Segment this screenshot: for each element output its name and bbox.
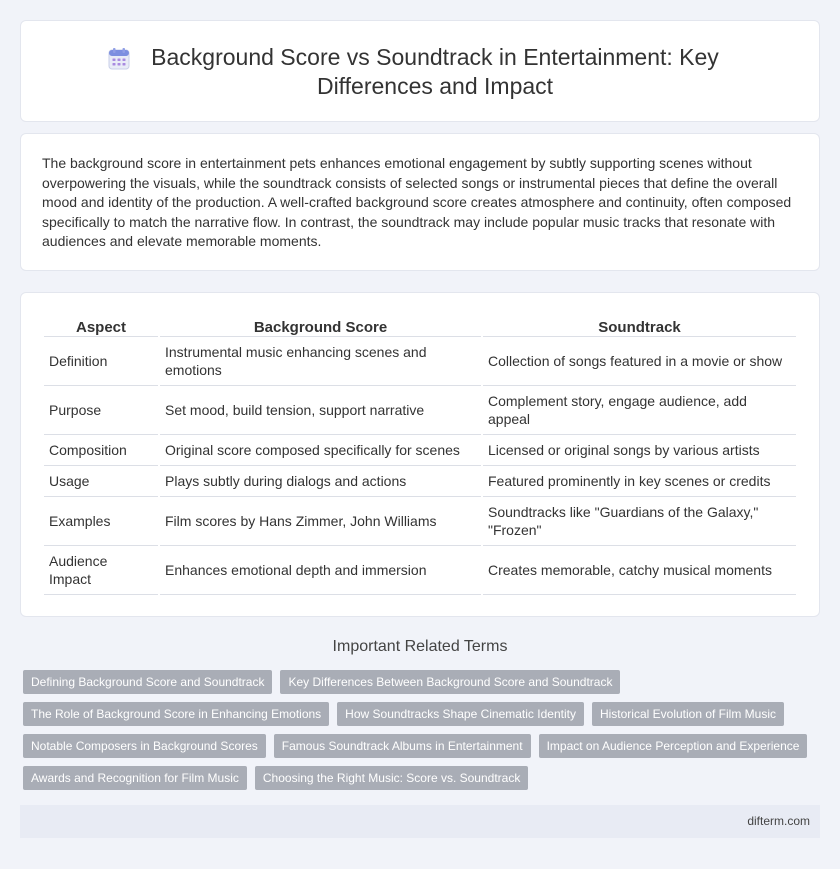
cell-soundtrack: Complement story, engage audience, add appeal	[483, 386, 796, 435]
tag-row	[23, 702, 823, 726]
table-row	[44, 466, 796, 497]
related-term-tag[interactable]: Defining Background Score and Soundtrack	[23, 670, 272, 694]
related-term-tag[interactable]: Notable Composers in Background Scores	[23, 734, 266, 758]
related-term-tag[interactable]: Choosing the Right Music: Score vs. Soundtrack	[255, 766, 528, 790]
related-term-tag[interactable]: Awards and Recognition for Film Music	[23, 766, 247, 790]
related-term-tag[interactable]: Historical Evolution of Film Music	[592, 702, 784, 726]
related-term-tag[interactable]: The Role of Background Score in Enhancing Emotions	[23, 702, 329, 726]
footer	[20, 805, 820, 838]
cell-aspect: Purpose	[44, 386, 158, 435]
cell-soundtrack: Collection of songs featured in a movie or show	[483, 337, 796, 386]
table-row	[44, 546, 796, 595]
table-row	[44, 435, 796, 466]
comparison-card	[20, 292, 820, 617]
title-wrap	[21, 43, 819, 101]
cell-background-score: Original score composed specifically for scenes	[160, 435, 481, 466]
cell-soundtrack: Creates memorable, catchy musical moments	[483, 546, 796, 595]
intro-card	[20, 133, 820, 271]
related-term-tag[interactable]: Famous Soundtrack Albums in Entertainment	[274, 734, 531, 758]
cell-aspect: Usage	[44, 466, 158, 497]
table-row	[44, 386, 796, 435]
table-row	[44, 497, 796, 546]
cell-soundtrack: Licensed or original songs by various artists	[483, 435, 796, 466]
cell-background-score: Plays subtly during dialogs and actions	[160, 466, 481, 497]
title-card	[20, 20, 820, 122]
related-terms-list	[23, 670, 823, 798]
cell-soundtrack: Featured prominently in key scenes or credits	[483, 466, 796, 497]
related-term-tag[interactable]: How Soundtracks Shape Cinematic Identity	[337, 702, 584, 726]
header-background-score: Background Score	[160, 315, 481, 337]
table-header-row	[44, 315, 796, 337]
cell-background-score: Instrumental music enhancing scenes and emotions	[160, 337, 481, 386]
comparison-table	[42, 315, 798, 595]
intro-paragraph: The background score in entertainment pets enhances emotional engagement by subtly supporting scenes without overpowering the visuals, while the soundtrack consists of selected songs or instrumental pieces that define the overall mood and identity of the production. A well-crafted background score creates atmosphere and continuity, often composed specifically to match the narrative flow. In contrast, the soundtrack may include popular music tracks that resonate with audiences and elevate memorable moments.	[42, 155, 792, 250]
related-terms-heading: Important Related Terms	[332, 638, 508, 655]
cell-aspect: Definition	[44, 337, 158, 386]
cell-aspect: Audience Impact	[44, 546, 158, 595]
header-aspect: Aspect	[44, 315, 158, 337]
page-title: Background Score vs Soundtrack in Entertainment: Key Differences and Impact	[151, 44, 719, 99]
calendar-icon	[107, 47, 131, 71]
related-term-tag[interactable]: Key Differences Between Background Score and Soundtrack	[280, 670, 620, 694]
header-soundtrack: Soundtrack	[483, 315, 796, 337]
tag-row	[23, 734, 823, 758]
cell-background-score: Set mood, build tension, support narrative	[160, 386, 481, 435]
cell-background-score: Film scores by Hans Zimmer, John Williams	[160, 497, 481, 546]
tag-row	[23, 766, 823, 790]
related-term-tag[interactable]: Impact on Audience Perception and Experience	[539, 734, 808, 758]
table-row	[44, 337, 796, 386]
tag-row	[23, 670, 823, 694]
cell-aspect: Composition	[44, 435, 158, 466]
cell-soundtrack: Soundtracks like "Guardians of the Galaxy," "Frozen"	[483, 497, 796, 546]
footer-site-link[interactable]: difterm.com	[747, 814, 810, 828]
cell-background-score: Enhances emotional depth and immersion	[160, 546, 481, 595]
cell-aspect: Examples	[44, 497, 158, 546]
